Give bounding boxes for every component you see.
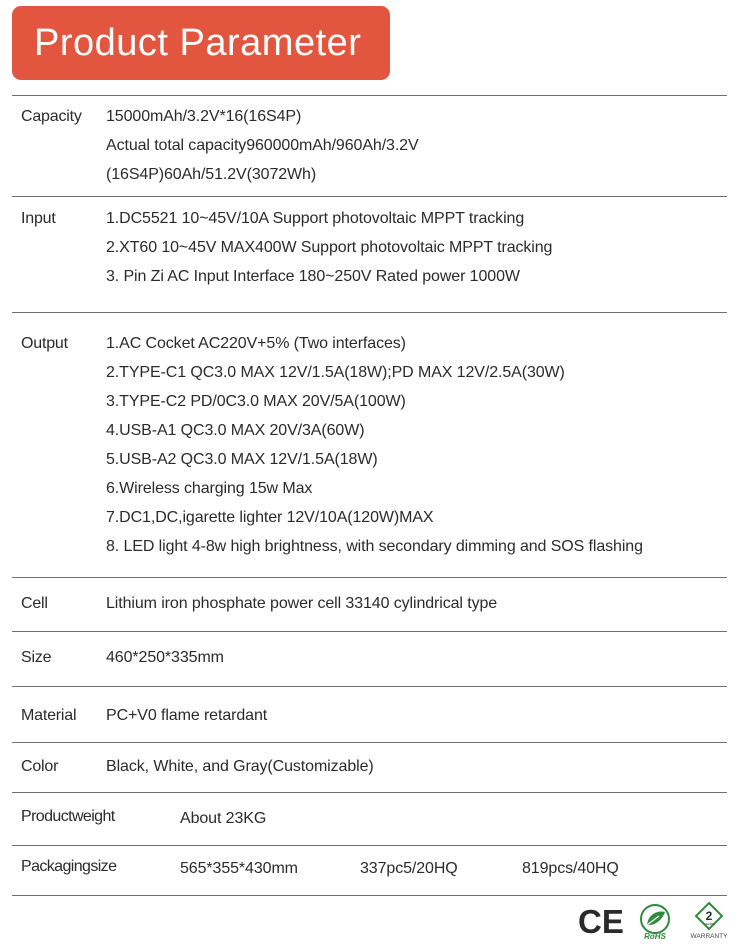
spec-value-line: 6.Wireless charging 15w Max	[106, 480, 313, 497]
spec-value: Black, White, and Gray(Customizable)	[106, 758, 374, 775]
spec-label-capacity: Capacity	[21, 108, 82, 125]
svg-text:YEARS: YEARS	[703, 922, 715, 926]
spec-label-material: Material	[21, 707, 77, 724]
spec-value-line: 3. Pin Zi AC Input Interface 180~250V Rated power 1000W	[106, 268, 520, 285]
spec-value-line: Actual total capacity960000mAh/960Ah/3.2V	[106, 137, 419, 154]
title-banner	[12, 6, 390, 80]
svg-text:WARRANTY: WARRANTY	[690, 933, 728, 940]
spec-value-line: 4.USB-A1 QC3.0 MAX 20V/3A(60W)	[106, 422, 365, 439]
page-title: Product Parameter	[34, 22, 362, 64]
spec-value: 337pc5/20HQ	[360, 860, 458, 877]
divider	[12, 895, 727, 896]
spec-label-weight: Productweight	[21, 808, 115, 825]
spec-label-input: Input	[21, 210, 56, 227]
divider	[12, 631, 727, 632]
spec-label-cell: Cell	[21, 595, 48, 612]
divider	[12, 742, 727, 743]
svg-text:2: 2	[705, 909, 713, 923]
spec-value-line: 8. LED light 4-8w high brightness, with secondary dimming and SOS flashing	[106, 538, 643, 555]
divider	[12, 792, 727, 793]
spec-value: Lithium iron phosphate power cell 33140 cylindrical type	[106, 595, 498, 612]
spec-value-line: 2.TYPE-C1 QC3.0 MAX 12V/1.5A(18W);PD MAX 12V/2.5A(30W)	[106, 364, 565, 381]
spec-value-line: 5.USB-A2 QC3.0 MAX 12V/1.5A(18W)	[106, 451, 378, 468]
spec-value-line: 3.TYPE-C2 PD/0C3.0 MAX 20V/5A(100W)	[106, 393, 406, 410]
divider	[12, 196, 727, 197]
spec-value-line: (16S4P)60Ah/51.2V(3072Wh)	[106, 166, 317, 183]
rohs-icon	[634, 903, 676, 941]
spec-value-line: 7.DC1,DC,igarette lighter 12V/10A(120W)MAX	[106, 509, 434, 526]
spec-label-output: Output	[21, 335, 68, 352]
warranty-icon	[684, 901, 734, 941]
divider	[12, 95, 727, 96]
spec-value: 565*355*430mm	[180, 860, 298, 877]
spec-value: PC+V0 flame retardant	[106, 707, 268, 724]
spec-value: 819pcs/40HQ	[522, 860, 619, 877]
svg-text:CE: CE	[578, 904, 624, 938]
spec-value-line: 1.AC Cocket AC220V+5% (Two interfaces)	[106, 335, 406, 352]
spec-value: 460*250*335mm	[106, 649, 224, 666]
spec-label-size: Size	[21, 649, 52, 666]
divider	[12, 686, 727, 687]
spec-value-line: 2.XT60 10~45V MAX400W Support photovoltaic MPPT tracking	[106, 239, 553, 256]
spec-label-packaging: Packagingsize	[21, 858, 117, 875]
ce-mark-icon	[578, 904, 624, 938]
spec-value-line: 1.DC5521 10~45V/10A Support photovoltaic MPPT tracking	[106, 210, 525, 227]
spec-label-color: Color	[21, 758, 59, 775]
divider	[12, 312, 727, 313]
svg-text:RoHS: RoHS	[644, 932, 666, 941]
spec-value-line: 15000mAh/3.2V*16(16S4P)	[106, 108, 302, 125]
divider	[12, 577, 727, 578]
divider	[12, 845, 727, 846]
spec-value: About 23KG	[180, 810, 267, 827]
